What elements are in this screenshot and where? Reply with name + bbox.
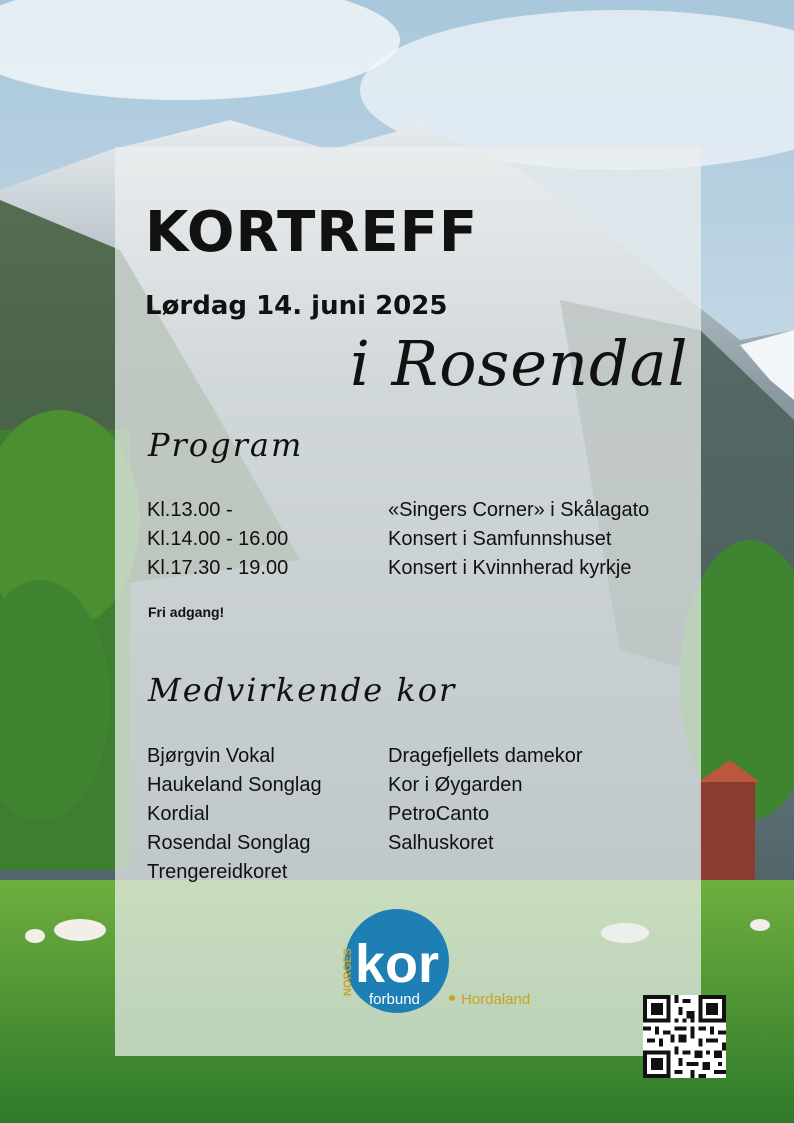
program-row	[147, 496, 687, 525]
choir-item: Kordial	[147, 803, 210, 825]
choir-item: Bjørgvin Vokal	[147, 745, 275, 767]
program-time: Kl.17.30 - 19.00	[147, 557, 289, 579]
choir-item: Salhuskoret	[388, 832, 494, 854]
choir-item: PetroCanto	[388, 803, 490, 825]
free-entry-note: Fri adgang!	[148, 604, 225, 620]
program-time: Kl.13.00 -	[147, 499, 233, 521]
logo-norges-text: NORGES	[342, 948, 354, 996]
choir-item: Haukeland Songlag	[147, 774, 322, 796]
program-event: «Singers Corner» i Skålagato	[388, 499, 650, 521]
logo-kor-text: kor	[355, 934, 440, 994]
choir-list	[147, 742, 627, 887]
qr-code-icon	[643, 995, 726, 1078]
norges-korforbund-logo	[335, 908, 545, 1018]
choir-item: Trengereidkoret	[147, 861, 288, 883]
program-heading: Program	[148, 426, 304, 464]
program-row	[147, 554, 687, 583]
program-event: Konsert i Samfunnshuset	[388, 528, 612, 550]
program-event: Konsert i Kvinnherad kyrkje	[388, 557, 632, 579]
event-place: i Rosendal	[350, 327, 689, 400]
logo-region-text: Hordaland	[461, 991, 531, 1008]
choir-item: Dragefjellets damekor	[388, 745, 583, 767]
event-date: Lørdag 14. juni 2025	[145, 291, 448, 321]
program-time: Kl.14.00 - 16.00	[147, 528, 289, 550]
program-list	[147, 496, 687, 583]
choirs-heading: Medvirkende kor	[148, 671, 457, 709]
logo-forbund-text: forbund	[369, 991, 420, 1008]
program-row	[147, 525, 687, 554]
choir-item: Kor i Øygarden	[388, 774, 523, 796]
poster-title: KORTREFF	[145, 200, 479, 265]
choir-item: Rosendal Songlag	[147, 832, 311, 854]
